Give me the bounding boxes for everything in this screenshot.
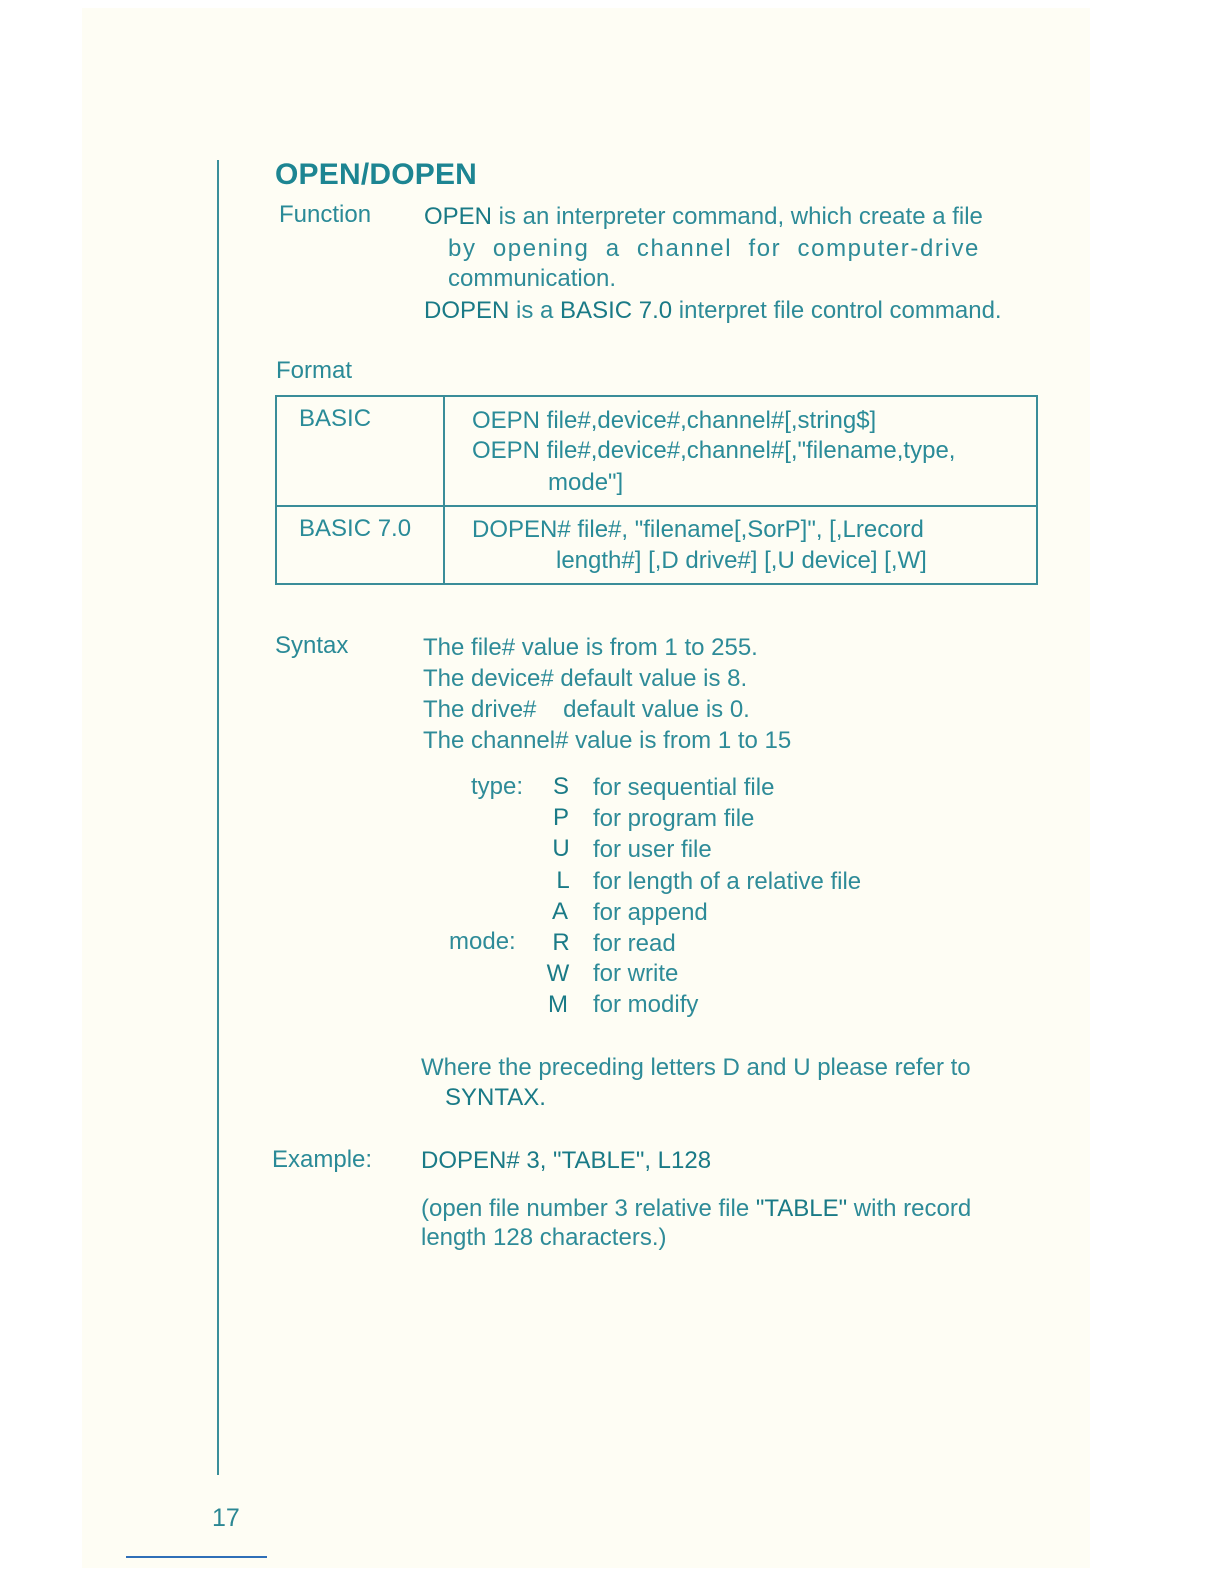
- example-desc-line-1: [421, 1195, 971, 1223]
- format-label: Format: [276, 357, 353, 384]
- syntax-label: Syntax: [275, 632, 349, 659]
- mode-label: mode:: [449, 928, 516, 955]
- page-number: 17: [212, 1504, 240, 1532]
- option-letter-w: W: [546, 960, 570, 987]
- example-desc-line-2: length 128 characters.): [421, 1224, 667, 1251]
- function-line-1: [424, 203, 983, 231]
- format-row-basic-line-2: OEPN file#,device#,channel#[,"filename,type,: [472, 437, 956, 464]
- function-line-4-text: interpret file control command.: [672, 297, 1002, 324]
- format-row-basic-line-3: mode"]: [548, 469, 624, 496]
- option-desc-l: for length of a relative file: [593, 868, 862, 895]
- function-line-1-text: is an interpreter command, which create a file: [492, 203, 983, 230]
- option-desc-a: for append: [593, 899, 708, 926]
- option-letter-a: A: [551, 898, 568, 925]
- option-desc-u: for user file: [593, 836, 712, 863]
- option-letter-p: P: [552, 804, 569, 831]
- function-line-4: [424, 297, 1002, 325]
- option-letter-u: U: [552, 835, 570, 862]
- option-desc-p: for program file: [593, 805, 755, 832]
- syntax-note-line-2: SYNTAX.: [445, 1084, 546, 1111]
- page-title: OPEN/DOPEN: [275, 158, 478, 191]
- option-letter-m: M: [548, 991, 568, 1018]
- syntax-line-1: The file# value is from 1 to 255.: [423, 634, 758, 661]
- function-line-3: communication.: [448, 265, 617, 292]
- basic-version-keyword: BASIC 7.0: [560, 297, 673, 324]
- syntax-line-4: The channel# value is from 1 to 15: [423, 727, 792, 754]
- function-line-2: by opening a channel for computer-drive: [448, 235, 980, 262]
- example-desc-text-b: with record: [847, 1195, 972, 1222]
- example-label: Example:: [272, 1146, 373, 1173]
- dopen-keyword: DOPEN: [424, 297, 510, 324]
- syntax-line-2: The device# default value is 8.: [423, 665, 748, 692]
- function-label: Function: [279, 201, 372, 228]
- option-desc-m: for modify: [593, 991, 699, 1018]
- syntax-line-3: The drive# default value is 0.: [423, 696, 750, 723]
- option-letter-l: L: [556, 867, 570, 894]
- format-column-divider: [443, 397, 445, 583]
- option-desc-r: for read: [593, 930, 676, 957]
- example-desc-text-a: (open file number 3 relative file: [421, 1195, 756, 1222]
- type-label: type:: [471, 773, 524, 800]
- example-code: DOPEN# 3, "TABLE", L128: [421, 1147, 712, 1174]
- open-keyword: OPEN: [424, 203, 493, 230]
- table-keyword: "TABLE": [755, 1195, 848, 1222]
- option-desc-s: for sequential file: [593, 774, 775, 801]
- format-row-basic7-line-2: length#] [,D drive#] [,U device] [,W]: [556, 547, 927, 574]
- format-row-basic7-line-1: DOPEN# file#, "filename[,SorP]", [,Lrecord: [472, 516, 924, 543]
- option-letter-r: R: [552, 929, 570, 956]
- function-line-4-mid: is a: [509, 297, 561, 324]
- option-letter-s: S: [552, 773, 569, 800]
- format-row-basic-name: BASIC: [299, 405, 372, 432]
- syntax-note-line-1: Where the preceding letters D and U please refer to: [421, 1054, 971, 1081]
- format-row-basic-line-1: OEPN file#,device#,channel#[,string$]: [472, 407, 877, 434]
- margin-rule: [217, 160, 219, 1475]
- format-table: [275, 395, 1038, 585]
- option-desc-w: for write: [593, 960, 679, 987]
- bottom-link-underline: [126, 1556, 267, 1558]
- format-row-basic7-name: BASIC 7.0: [299, 515, 412, 542]
